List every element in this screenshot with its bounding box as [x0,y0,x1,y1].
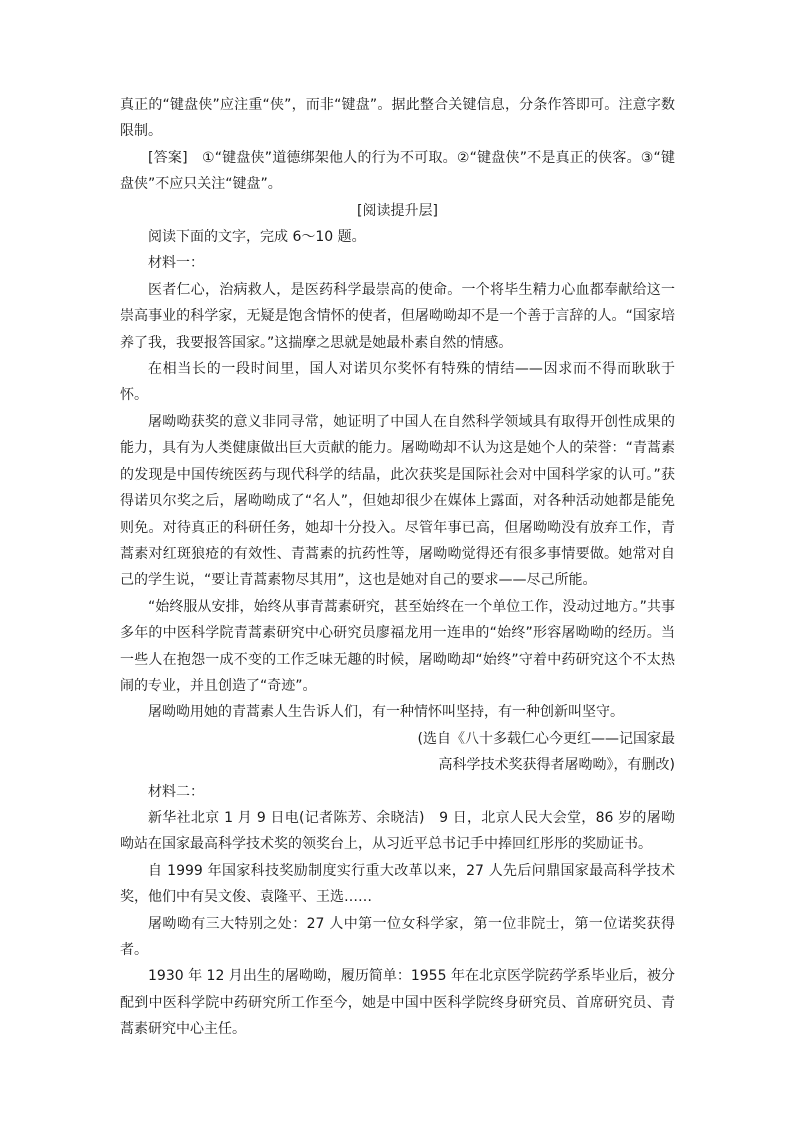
material-two-paragraph: 新华社北京 1 月 9 日电(记者陈芳、余晓洁) 9 日，北京人民大会堂，86 岁的屠呦呦站在国家最高科学技术奖的领奖台上，从习近平总书记手中捧回红彤彤的奖励证书。 [120,809,675,853]
material-one-paragraph: 屠呦呦用她的青蒿素人生告诉人们，有一种情怀叫坚持，有一种创新叫坚守。 [148,704,624,721]
source-citation-line: 高科学技术奖获得者屠呦呦》，有删改) [438,757,675,774]
document-body [120,92,675,1043]
material-one-label: 材料一： [148,255,204,272]
material-one-paragraph: 屠呦呦获奖的意义非同寻常，她证明了中国人在自然科学领域具有取得开创性成果的能力，具有为人类健康做出巨大贡献的能力。屠呦呦却不认为这是她个人的荣誉：“青蒿素的发现是中国传统医药与现代科学的结晶，此次获奖是国际社会对中国科学家的认可。”获得诺贝尔奖之后，屠呦呦成了“名人”，但她却很少在媒体上露面，对各种活动她都是能免则免。对待真正的科研任务，她却十分投入。尽管年事已高，但屠呦呦没有放弃工作，青蒿素对红斑狼疮的有效性、青蒿素的抗药性等，屠呦呦觉得还有很多事情要做。她常对自己的学生说，“要让青蒿素物尽其用”，这也是她对自己的要求——尽己所能。 [120,413,675,589]
material-one-paragraph: “始终服从安排，始终从事青蒿素研究，甚至始终在一个单位工作，没动过地方。”共事多年的中医科学院青蒿素研究中心研究员廖福龙用一连串的“始终”形容屠呦呦的经历。当一些人在抱怨一成不变的工作乏味无趣的时候，屠呦呦却“始终”守着中药研究这个不太热闹的专业，并且创造了“奇迹”。 [120,598,675,694]
reading-instruction: 阅读下面的文字，完成 6～10 题。 [148,229,366,246]
material-one-paragraph: 医者仁心，治病救人，是医药科学最崇高的使命。一个将毕生精力心血都奉献给这一崇高事业的科学家，无疑是饱含情怀的使者，但屠呦呦却不是一个善于言辞的人。“国家培养了我，我要报答国家。”这揣摩之思就是她最朴素自然的情感。 [120,281,675,351]
material-two-paragraph: 屠呦呦有三大特别之处：27 人中第一位女科学家，第一位非院士，第一位诺奖获得者。 [120,915,675,958]
previous-answer-explanation: 真正的“键盘侠”应注重“侠”，而非“键盘”。据此整合关键信息，分条作答即可。注意字数限制。 [120,97,675,140]
answer-paragraph: [答案] ①“键盘侠”道德绑架他人的行为不可取。②“键盘侠”不是真正的侠客。③“键盘侠”不应只关注“键盘”。 [120,149,675,193]
material-two-paragraph: 自 1999 年国家科技奖励制度实行重大改革以来，27 人先后问鼎国家最高科学技术奖，他们中有吴文俊、袁隆平、王选…… [120,862,675,906]
material-two-paragraph: 1930 年 12 月出生的屠呦呦，履历简单：1955 年在北京医学院药学系毕业后，被分配到中医科学院中药研究所工作至今，她是中国中医科学院终身研究员、首席研究员、青蒿素研究中心主任。 [120,968,675,1038]
material-two-label: 材料二： [148,783,204,800]
material-one-paragraph: 在相当长的一段时间里，国人对诺贝尔奖怀有特殊的情结——因求而不得而耿耿于怀。 [120,361,675,404]
source-citation-line: (选自《八十多载仁心今更红——记国家最 [417,730,675,747]
section-title: [阅读提升层] [357,202,438,219]
